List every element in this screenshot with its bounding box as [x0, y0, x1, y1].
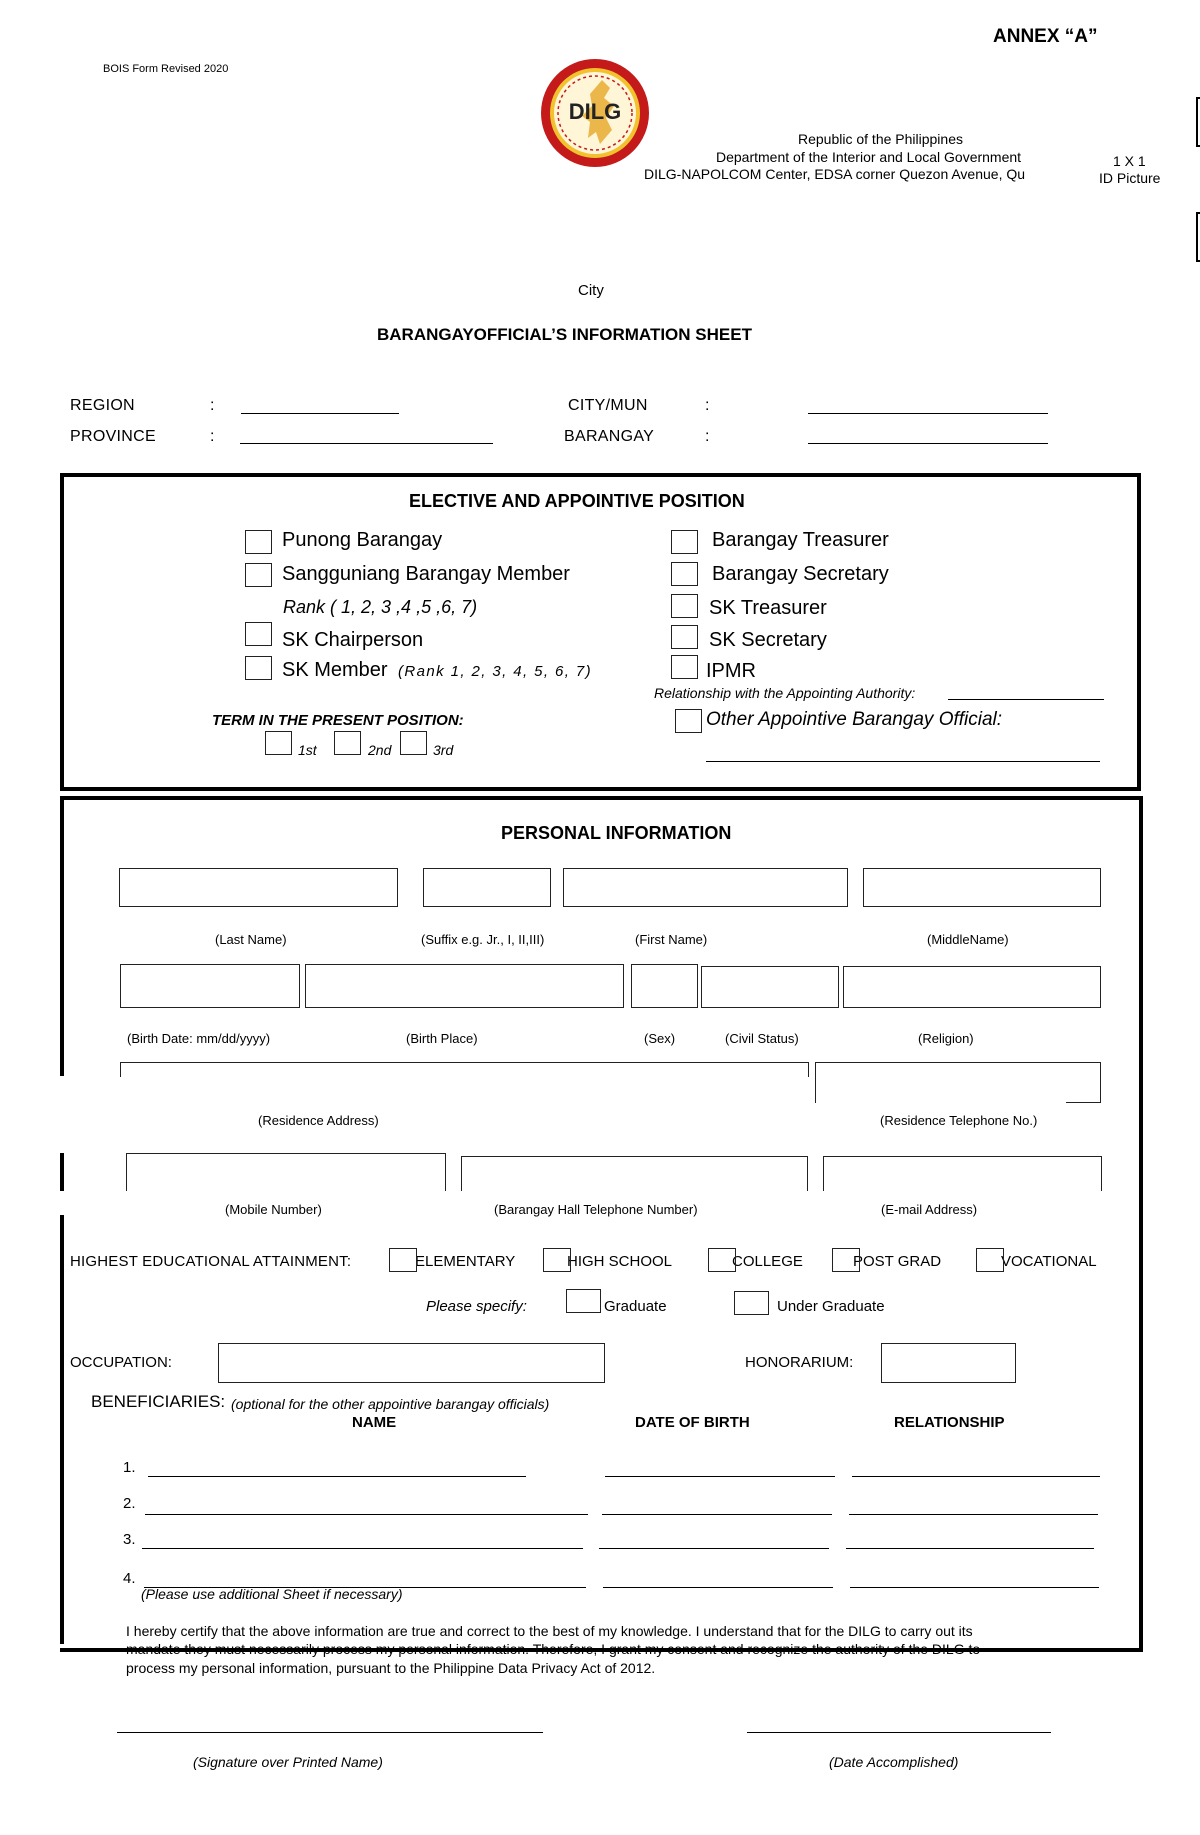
beneficiary-row-3-num: 3.	[123, 1531, 136, 1548]
certification-line-2: mandate they must necessarily process my personal information. Therefore, I grant my consent and recognize the authority of the DILG to	[126, 1641, 981, 1657]
last-name-input[interactable]	[119, 868, 398, 907]
middle-name-caption: (MiddleName)	[927, 932, 1009, 947]
date-accomplished-caption: (Date Accomplished)	[829, 1754, 959, 1770]
beneficiaries-note: (optional for the other appointive barangay officials)	[231, 1396, 550, 1412]
beneficiary-row-4-num: 4.	[123, 1570, 136, 1587]
treasurer-checkbox[interactable]	[671, 530, 698, 554]
email-input[interactable]	[823, 1156, 1102, 1191]
civil-status-caption: (Civil Status)	[725, 1031, 799, 1046]
vocational-label: VOCATIONAL	[1001, 1253, 1097, 1270]
specify-label: Please specify:	[426, 1298, 527, 1315]
occupation-input[interactable]	[218, 1343, 605, 1383]
beneficiary-1-name[interactable]	[148, 1476, 526, 1477]
personal-title: PERSONAL INFORMATION	[501, 823, 732, 843]
sk-treasurer-checkbox[interactable]	[671, 594, 698, 618]
citymun-field[interactable]	[808, 413, 1048, 414]
signature-caption: (Signature over Printed Name)	[193, 1754, 383, 1770]
mobile-caption: (Mobile Number)	[225, 1202, 322, 1217]
ipmr-label: IPMR	[706, 660, 756, 682]
first-name-caption: (First Name)	[635, 932, 708, 947]
high-school-label: HIGH SCHOOL	[567, 1253, 673, 1270]
birth-date-caption: (Birth Date: mm/dd/yyyy)	[127, 1031, 271, 1046]
term-2nd-checkbox[interactable]	[334, 731, 361, 755]
residence-tel-caption: (Residence Telephone No.)	[880, 1113, 1038, 1128]
graduate-checkbox[interactable]	[566, 1289, 601, 1313]
beneficiaries-label: BENEFICIARIES:	[91, 1392, 226, 1411]
additional-sheet-note: (Please use additional Sheet if necessary)	[141, 1586, 403, 1602]
honorarium-label: HONORARIUM:	[745, 1354, 854, 1371]
post-grad-checkbox[interactable]	[832, 1248, 860, 1272]
barangay-field[interactable]	[808, 443, 1048, 444]
beneficiary-2-dob[interactable]	[602, 1514, 832, 1515]
col-dob: DATE OF BIRTH	[635, 1414, 750, 1431]
id-picture-frame-top	[1196, 97, 1200, 147]
last-name-caption: (Last Name)	[215, 932, 287, 947]
dilg-logo: DILG	[540, 58, 650, 168]
treasurer-label: Barangay Treasurer	[712, 529, 889, 551]
relationship-field[interactable]	[948, 699, 1104, 700]
secretary-label: Barangay Secretary	[712, 563, 889, 585]
sb-member-label: Sangguniang Barangay Member	[282, 563, 570, 585]
sk-member-checkbox[interactable]	[245, 656, 272, 680]
term-label: TERM IN THE PRESENT POSITION:	[212, 712, 464, 729]
beneficiary-3-relationship[interactable]	[846, 1548, 1094, 1549]
under-graduate-label: Under Graduate	[777, 1298, 885, 1315]
beneficiary-1-relationship[interactable]	[852, 1476, 1100, 1477]
post-grad-label: POST GRAD	[853, 1253, 942, 1270]
other-appointive-checkbox[interactable]	[675, 709, 702, 733]
sb-rank-text: Rank ( 1, 2, 3 ,4 ,5 ,6, 7)	[283, 597, 478, 617]
high-school-checkbox[interactable]	[543, 1248, 571, 1272]
province-label: PROVINCE	[70, 428, 156, 445]
term-3rd-label: 3rd	[433, 742, 454, 758]
email-caption: (E-mail Address)	[881, 1202, 978, 1217]
hall-tel-input[interactable]	[461, 1156, 808, 1191]
signature-field[interactable]	[117, 1732, 543, 1733]
beneficiary-1-dob[interactable]	[605, 1476, 835, 1477]
sk-secretary-label: SK Secretary	[709, 629, 827, 651]
middle-name-input[interactable]	[863, 868, 1101, 907]
province-field[interactable]	[240, 443, 493, 444]
occupation-label: OCCUPATION:	[70, 1354, 172, 1371]
punong-barangay-label: Punong Barangay	[282, 529, 443, 551]
beneficiary-row-2-num: 2.	[123, 1495, 136, 1512]
term-2nd-label: 2nd	[368, 742, 392, 758]
graduate-label: Graduate	[604, 1298, 667, 1315]
form-title: BARANGAYOFFICIAL’S INFORMATION SHEET	[377, 325, 752, 344]
term-1st-checkbox[interactable]	[265, 731, 292, 755]
elementary-checkbox[interactable]	[389, 1248, 417, 1272]
date-accomplished-field[interactable]	[747, 1732, 1051, 1733]
certification-line-1: I hereby certify that the above information are true and correct to the best of my knowledge. I understand that for the DILG to carry out its	[126, 1623, 973, 1639]
beneficiary-4-relationship[interactable]	[850, 1587, 1099, 1588]
secretary-checkbox[interactable]	[671, 562, 698, 586]
beneficiary-2-relationship[interactable]	[849, 1514, 1098, 1515]
sk-secretary-checkbox[interactable]	[671, 625, 698, 649]
beneficiary-3-name[interactable]	[142, 1548, 583, 1549]
department-text: Department of the Interior and Local Government	[716, 149, 1022, 165]
beneficiary-2-name[interactable]	[145, 1514, 588, 1515]
residence-address-input[interactable]	[120, 1062, 809, 1077]
religion-caption: (Religion)	[918, 1031, 974, 1046]
position-title: ELECTIVE AND APPOINTIVE POSITION	[409, 491, 745, 511]
suffix-input[interactable]	[423, 868, 551, 907]
college-label: COLLEGE	[732, 1253, 803, 1270]
certification-line-3: process my personal information, pursuant to the Philippine Data Privacy Act of 2012.	[126, 1660, 656, 1676]
col-name: NAME	[352, 1414, 397, 1431]
honorarium-input[interactable]	[881, 1343, 1016, 1383]
term-1st-label: 1st	[298, 742, 317, 758]
residence-address-caption: (Residence Address)	[258, 1113, 379, 1128]
ipmr-checkbox[interactable]	[671, 655, 698, 679]
beneficiary-row-1-num: 1.	[123, 1459, 136, 1476]
sk-chairperson-checkbox[interactable]	[245, 622, 272, 646]
position-section	[60, 473, 1141, 791]
other-appointive-label: Other Appointive Barangay Official:	[706, 709, 1003, 730]
barangay-label: BARANGAY	[564, 428, 655, 445]
punong-barangay-checkbox[interactable]	[245, 530, 272, 554]
relationship-label: Relationship with the Appointing Authority:	[654, 685, 916, 701]
beneficiary-3-dob[interactable]	[599, 1548, 829, 1549]
col-relationship: RELATIONSHIP	[894, 1414, 1005, 1431]
birth-place-caption: (Birth Place)	[406, 1031, 478, 1046]
college-checkbox[interactable]	[708, 1248, 736, 1272]
region-colon: :	[210, 397, 215, 414]
sk-member-label: SK Member	[282, 659, 388, 681]
region-label: REGION	[70, 397, 135, 414]
address-text: DILG-NAPOLCOM Center, EDSA corner Quezon Avenue, Qu	[644, 166, 1026, 182]
mobile-input[interactable]	[126, 1153, 446, 1191]
region-field[interactable]	[241, 413, 399, 414]
hall-tel-caption: (Barangay Hall Telephone Number)	[494, 1202, 698, 1217]
civil-status-input[interactable]	[701, 966, 839, 1008]
birth-place-input[interactable]	[305, 964, 624, 1008]
city-text: City	[578, 282, 604, 299]
elementary-label: ELEMENTARY	[415, 1253, 516, 1270]
sk-rank-text: (Rank 1, 2, 3, 4, 5, 6, 7)	[398, 663, 592, 680]
under-graduate-checkbox[interactable]	[734, 1291, 769, 1315]
other-appointive-field[interactable]	[706, 761, 1100, 762]
id-picture-label: ID Picture	[1099, 170, 1161, 186]
province-colon: :	[210, 428, 215, 445]
barangay-colon: :	[705, 428, 710, 445]
vocational-checkbox[interactable]	[976, 1248, 1004, 1272]
id-picture-frame-bottom	[1196, 212, 1200, 262]
annex-label: ANNEX “A”	[993, 26, 1098, 47]
suffix-caption: (Suffix e.g. Jr., I, II,III)	[421, 932, 545, 947]
residence-tel-input[interactable]	[815, 1062, 1101, 1103]
personal-section	[60, 796, 1143, 1652]
religion-input[interactable]	[843, 966, 1101, 1008]
citymun-colon: :	[705, 397, 710, 414]
republic-text: Republic of the Philippines	[798, 131, 963, 147]
birth-date-input[interactable]	[120, 964, 300, 1008]
term-3rd-checkbox[interactable]	[400, 731, 427, 755]
id-picture-size: 1 X 1	[1113, 153, 1146, 169]
education-label: HIGHEST EDUCATIONAL ATTAINMENT:	[70, 1253, 352, 1270]
sk-treasurer-label: SK Treasurer	[709, 597, 827, 619]
sex-input[interactable]	[631, 964, 698, 1008]
sex-caption: (Sex)	[644, 1031, 676, 1046]
sk-chairperson-label: SK Chairperson	[282, 629, 424, 651]
sb-member-checkbox[interactable]	[245, 563, 272, 587]
form-code: BOIS Form Revised 2020	[103, 63, 229, 75]
citymun-label: CITY/MUN	[568, 397, 648, 414]
beneficiary-4-dob[interactable]	[603, 1587, 833, 1588]
first-name-input[interactable]	[563, 868, 848, 907]
